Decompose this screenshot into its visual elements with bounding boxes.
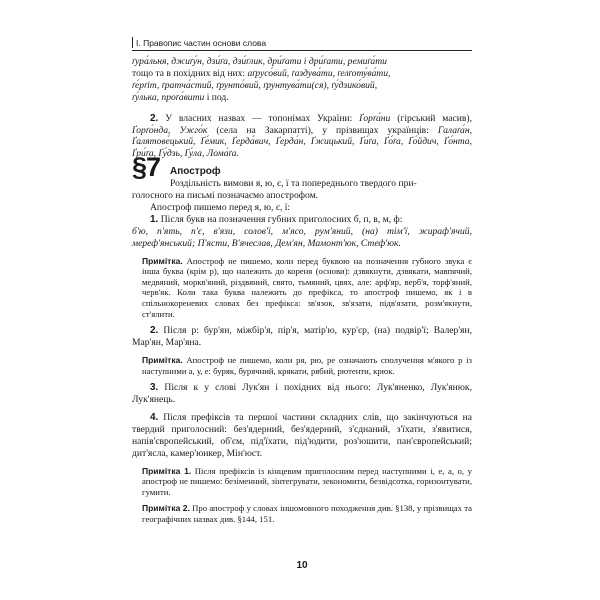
section-intro: Апостроф пишемо перед я, ю, є, ї: [150,202,291,214]
rule-1: 1. Після букв на позначення губних приголосних б, п, в, м, ф: [150,213,403,225]
section-title: Апостроф [170,166,221,178]
rule-3: 3. Після к у слові Лук'ян і похідних від нього: Лук'яненко, Лук'янюк, Лук'янець. [132,382,472,406]
page-number: 10 [296,560,308,571]
rule-4: 4. Після префіксів та першої частини складних слів, що закінчуються на твердий приголосний: без'ядерний, без'ядерний, з'єднаний, з'їхати, з'явитися, напів'європейський, об'єм, під'їхати, під'юдити, роз'юшити, пан'європейський; дит'ясла, камер'юнкер, Мін'юст. [132,412,472,459]
rule-1-examples: б'ю, п'ять, п'є, в'язи, солов'ї, м'ясо, рум'яний, (на) тім'ї, жираф'ячий, мереф'янський; П'ясти, В'ячеслав, Дем'ян, Мамонт'юк, Стеф'юк. [132,225,472,249]
top-line-4: ґу́лька, проґа́вити і под. [132,91,229,103]
running-title: І. Правопис частин основи слова [136,38,267,48]
note-2: Примітка. Апостроф не пишемо, коли ря, рю, ре означають сполучення м'якого р із наступними а, у, е: буряк, бурячний, крякати, рябий, рютенти, крюк. [142,355,472,376]
rule-2: 2. Після р: бур'ян, міжбір'я, пір'я, матір'ю, кур'єр, (на) подвір'ї; Валер'ян, Мар'ян, Мар'яна. [132,325,472,349]
note-3: Примітка 1. Після префіксів із кінцевим приголосним перед наступними і, е, а, о, у апостроф не пишемо: безіменний, зінтегрувати, зекономити, безвідсотка, горизонтувати, гумити. [142,465,472,497]
paragraph-2: 2. У власних назвах — топонімах України: Ґорґа́ни (гірський масив), Ґорґо́нда, Ужго́к (села на Закарпатті), у прізвищах українців: Галаґа́н, Ґалятове́цький, Ґе́мик, Ґерда́вич, Ґерда́н, Ґжицький, Ґи́ґа, Ґо́ґа, Ґо́йдич, Ґо́нта, Ґри́ґа, Ґу́дзь, Ґу́ла, Лома́ґа. [132,112,472,160]
top-line-2: тощо та в похідних від них: аґрусо́вий, ґаздува́ти, ґелґоту́ва́ти, [132,67,391,79]
header-divider [132,37,133,48]
top-line-3: ґе́рґіт, ґратча́стий, ґрунто́вий, ґрунтува́ти(ся), ґу́дзико́вий, [132,79,378,91]
note-4: Примітка 2. Про апостроф у словах іншомовного походження див. §138, у прізвищах та географічних назвах див. §144, 151. [142,503,473,525]
section-number: §7 [132,152,161,183]
page-body [132,56,472,525]
document-page [132,36,472,576]
running-header [132,36,472,51]
section-7 [132,152,472,190]
note-1: Примітка. Апостроф не пишемо, коли перед буквою на позначення губного звука є інша буква (крім р), що належить до кореня (основи): дзвякнути, дзвякати, мавпячий, медвяний, моркв'яний, різдвяний, свято, тьмяний, цвях, але: арф'яр, верб'я, торф'яний, черв'як. Коли така буква належить до префікса, то апостроф пишемо, як і в спільнокореневих словах без префікса: зв'язок, зв'язати, підв'язати, розм'якнути, ст'ялити. [142,255,472,319]
section-lead: Роздільність вимови я, ю, є, ї та попереднього твердого при- [170,178,417,190]
top-line-1: ґура́льня, джиґу́н, дзи́ґа, дзи́ґлик, дри́ґати і дри́ґати, ремиґа́ти [132,56,387,67]
section-lead-2: голосного на письмі позначаємо апострофом. [132,190,319,202]
